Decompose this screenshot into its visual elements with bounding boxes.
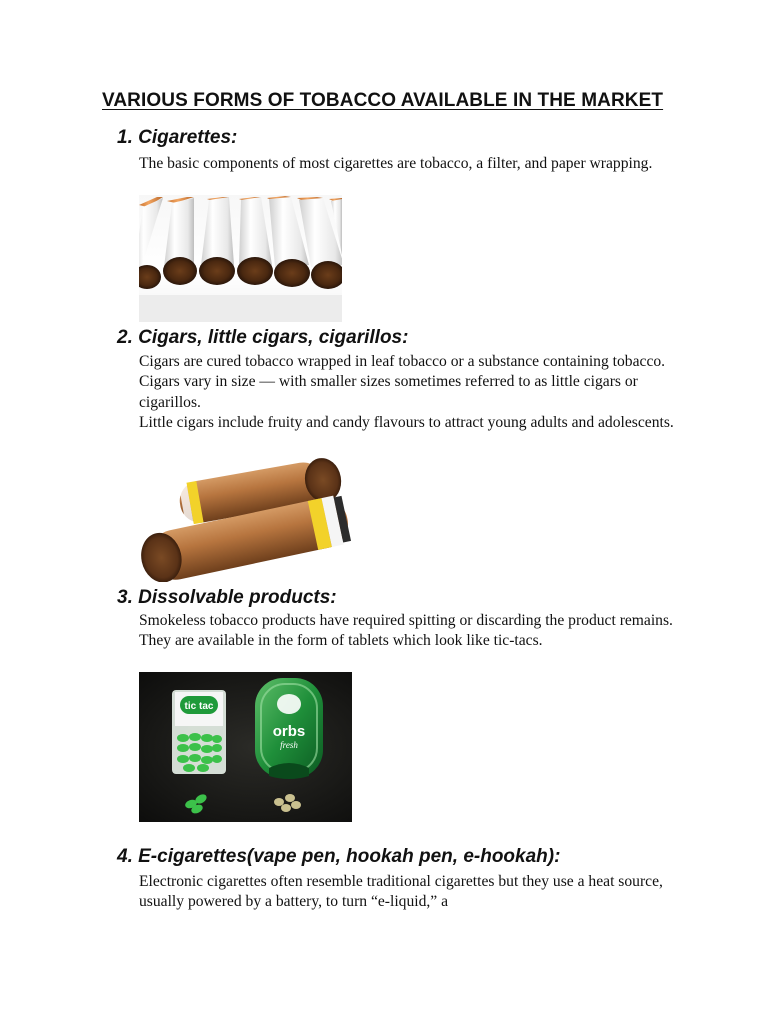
paragraph: The basic components of most cigarettes are tobacco, a filter, and paper wrapping. bbox=[139, 155, 653, 172]
cigars-illustration bbox=[139, 452, 365, 582]
tictac-label: tic tac bbox=[184, 701, 214, 712]
section-body-dissolvable bbox=[139, 611, 679, 652]
paragraph: Cigars are cured tobacco wrapped in leaf tobacco or a substance containing tobacco. Cigars vary in size — with smaller sizes sometimes referred to as little cigars or cigarillos. bbox=[139, 353, 666, 411]
paragraph: Smokeless tobacco products have required spitting or discarding the product remains. They are available in the form of tablets which look like tic-tacs. bbox=[139, 612, 673, 650]
cigarettes-illustration bbox=[139, 195, 342, 322]
cigars-photo bbox=[139, 452, 365, 582]
orbs-sublabel: fresh bbox=[280, 740, 298, 750]
document-title: VARIOUS FORMS OF TOBACCO AVAILABLE IN THE MARKET bbox=[102, 90, 664, 111]
section-heading-dissolvable: 3. Dissolvable products: bbox=[117, 587, 337, 608]
paragraph: Little cigars include fruity and candy flavours to attract young adults and adolescents. bbox=[139, 413, 674, 431]
section-heading-ecigarettes: 4. E-cigarettes(vape pen, hookah pen, e-hookah): bbox=[117, 846, 561, 867]
section-heading-cigarettes: 1. Cigarettes: bbox=[117, 127, 238, 148]
section-heading-cigars: 2. Cigars, little cigars, cigarillos: bbox=[117, 327, 409, 348]
cigarettes-photo bbox=[139, 195, 342, 322]
orbs-label: orbs bbox=[272, 723, 306, 740]
dissolvable-illustration bbox=[139, 672, 352, 822]
dissolvable-products-photo bbox=[139, 672, 352, 822]
section-body-ecigarettes bbox=[139, 872, 679, 913]
section-body-cigarettes bbox=[139, 154, 679, 174]
section-body-cigars bbox=[139, 352, 679, 433]
paragraph: Electronic cigarettes often resemble traditional cigarettes but they use a heat source, usually powered by a battery, to turn “e-liquid,” a bbox=[139, 873, 663, 911]
